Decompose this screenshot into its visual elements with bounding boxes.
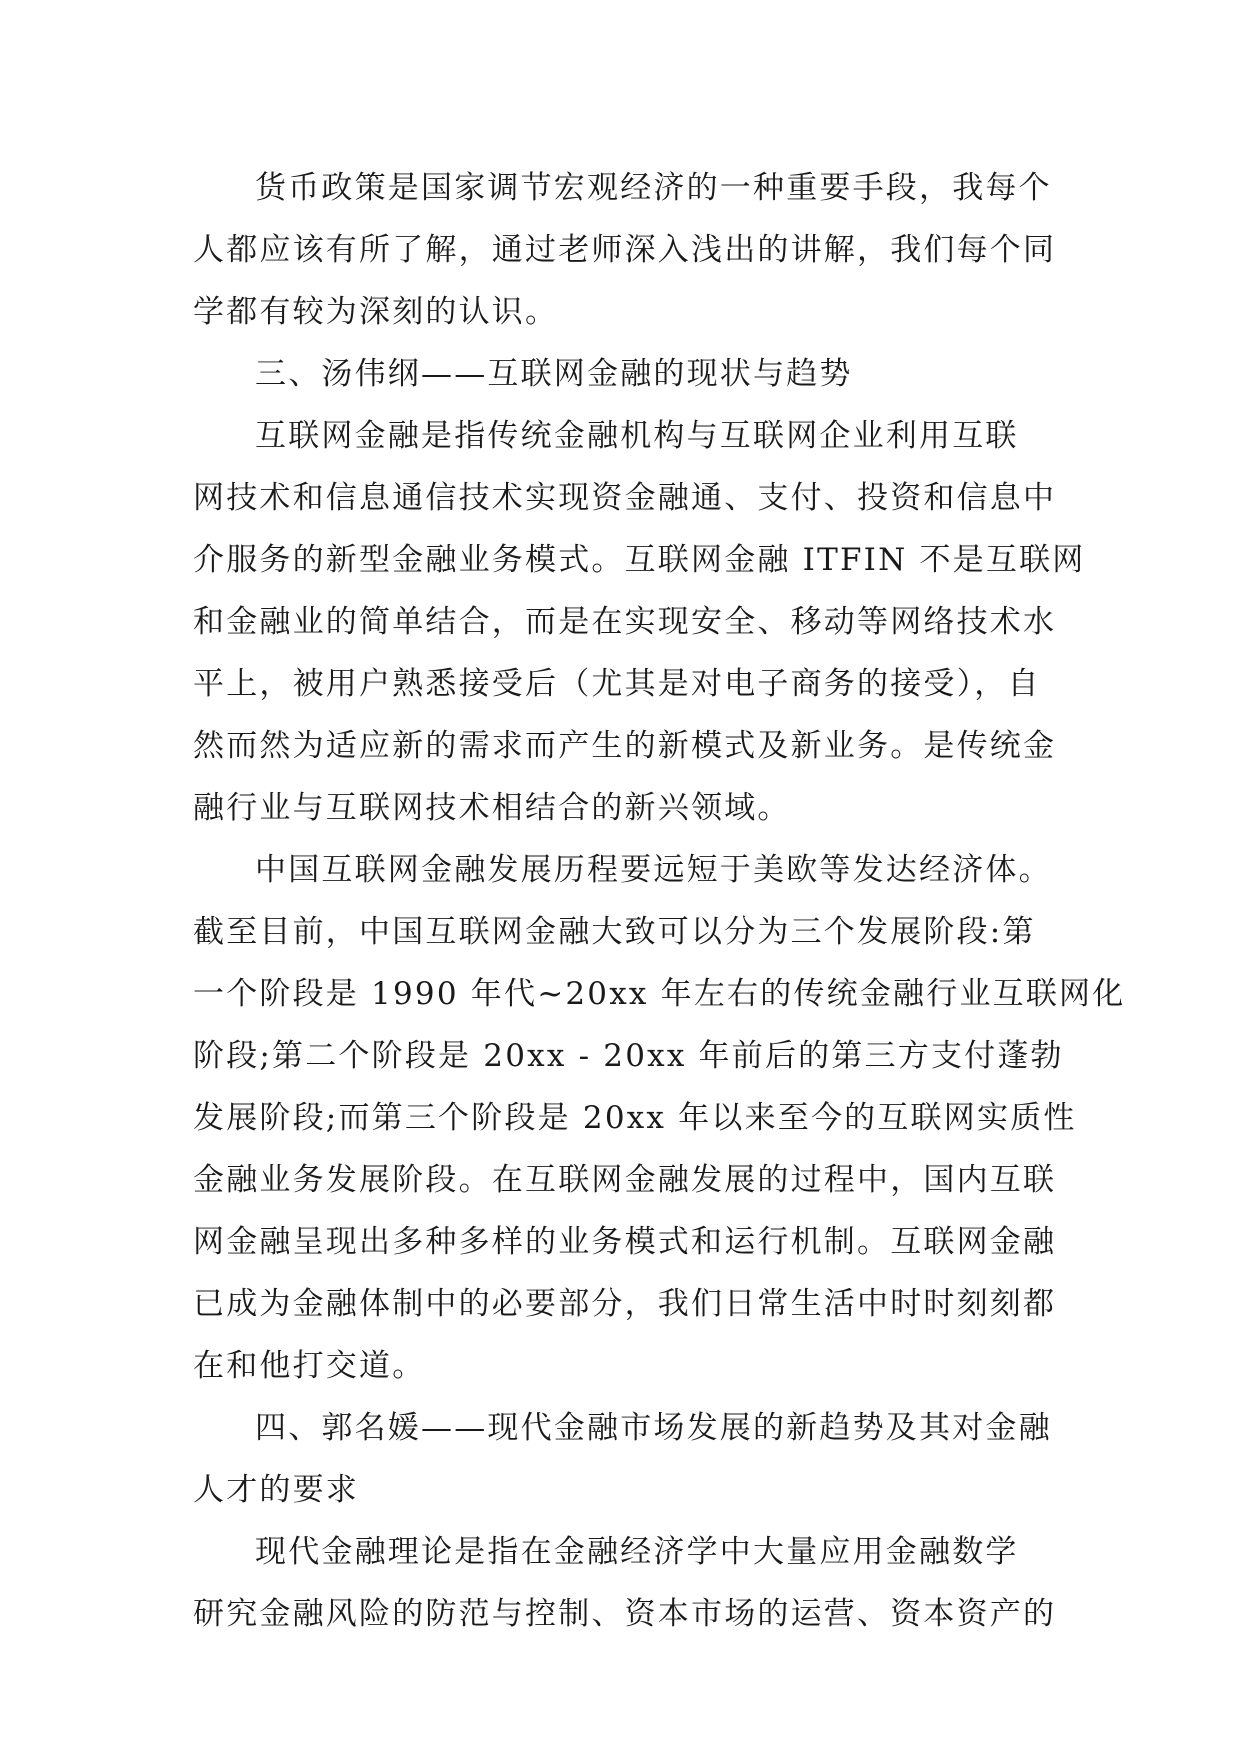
text-line: 截至目前，中国互联网金融大致可以分为三个发展阶段:第 — [193, 914, 1036, 950]
text-line: 融行业与互联网技术相结合的新兴领域。 — [193, 790, 791, 826]
text-line: 阶段;第二个阶段是 20xx - 20xx 年前后的第三方支付蓬勃 — [193, 1038, 1064, 1074]
text-line: 网金融呈现出多种多样的业务模式和运行机制。互联网金融 — [193, 1224, 1057, 1260]
text-line: 已成为金融体制中的必要部分，我们日常生活中时时刻刻都 — [193, 1286, 1057, 1322]
text-line: 发展阶段;而第三个阶段是 20xx 年以来至今的互联网实质性 — [193, 1100, 1077, 1136]
text-line: 一个阶段是 1990 年代~20xx 年左右的传统金融行业互联网化 — [193, 976, 1126, 1012]
section-heading-continued: 人才的要求 — [193, 1472, 359, 1508]
text-line: 学都有较为深刻的认识。 — [193, 294, 559, 330]
text-line: 研究金融风险的防范与控制、资本市场的运营、资本资产的 — [193, 1596, 1057, 1632]
text-line: 中国互联网金融发展历程要远短于美欧等发达经济体。 — [255, 852, 1052, 888]
section-heading: 三、汤伟纲——互联网金融的现状与趋势 — [255, 356, 853, 392]
section-heading: 四、郭名媛——现代金融市场发展的新趋势及其对金融 — [255, 1410, 1052, 1446]
text-line: 现代金融理论是指在金融经济学中大量应用金融数学 — [255, 1534, 1019, 1570]
text-line: 货币政策是国家调节宏观经济的一种重要手段，我每个 — [255, 170, 1052, 206]
text-line: 介服务的新型金融业务模式。互联网金融 ITFIN 不是互联网 — [193, 542, 1086, 578]
text-line: 人都应该有所了解，通过老师深入浅出的讲解，我们每个同 — [193, 232, 1057, 268]
text-line: 互联网金融是指传统金融机构与互联网企业利用互联 — [255, 418, 1019, 454]
text-line: 网技术和信息通信技术实现资金融通、支付、投资和信息中 — [193, 480, 1057, 516]
text-line: 然而然为适应新的需求而产生的新模式及新业务。是传统金 — [193, 728, 1057, 764]
text-line: 和金融业的简单结合，而是在实现安全、移动等网络技术水 — [193, 604, 1057, 640]
text-line: 平上，被用户熟悉接受后（尤其是对电子商务的接受），自 — [193, 666, 1041, 702]
document-body — [193, 157, 1126, 1645]
text-line: 在和他打交道。 — [193, 1348, 426, 1384]
text-line: 金融业务发展阶段。在互联网金融发展的过程中，国内互联 — [193, 1162, 1057, 1198]
